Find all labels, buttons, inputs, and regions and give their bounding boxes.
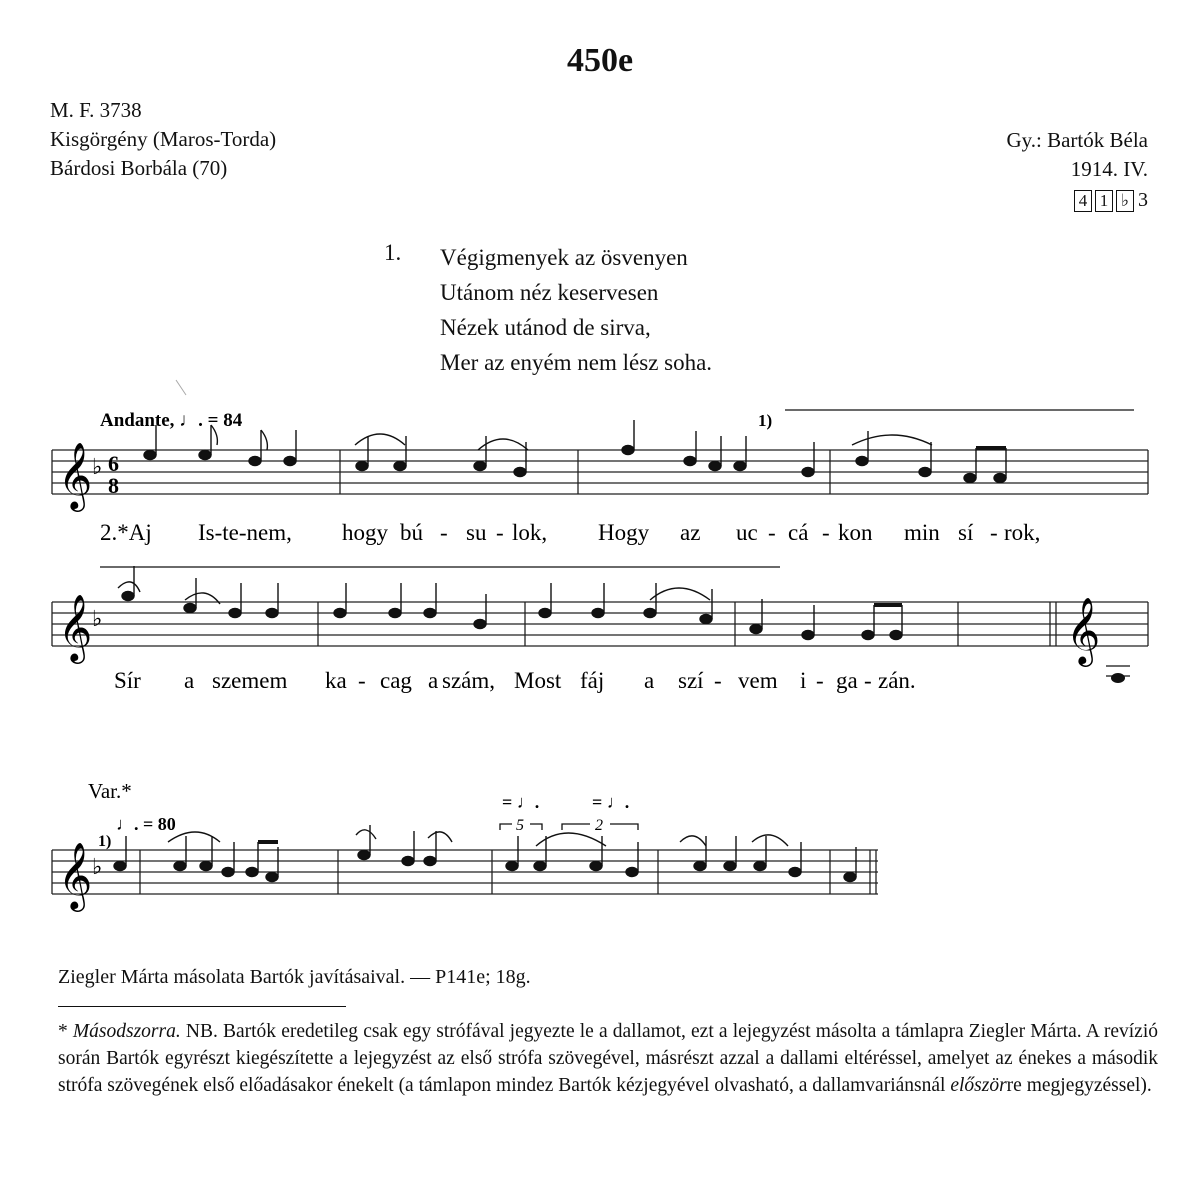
lyric-syllable: hogy — [342, 520, 388, 545]
treble-clef-icon: 𝄞 — [58, 841, 93, 909]
lyric-syllable: ga — [836, 668, 858, 693]
archive-number: M. F. 3738 — [50, 98, 142, 122]
note — [249, 457, 261, 466]
verse-line: Mer az enyém nem lész soha. — [440, 350, 713, 375]
footnote-divider — [58, 1006, 346, 1007]
lyric-syllable: - — [768, 520, 776, 545]
lyric-syllable: sí — [958, 520, 974, 545]
page-title: 450e — [566, 42, 634, 79]
treble-clef-icon: 𝄞 — [58, 441, 93, 509]
footnote-mark: 1) — [758, 411, 773, 430]
footnote-text: megjegyzéssel). — [1021, 1075, 1152, 1096]
note — [334, 609, 346, 618]
note — [514, 468, 526, 477]
note — [709, 462, 721, 471]
tempo-marking: Andante, ♩. = 84 — [100, 410, 243, 431]
footnote-marker: * — [58, 1021, 68, 1042]
lyric-syllable: Most — [514, 668, 562, 693]
flat-key-signature-icon: ♭ — [92, 455, 103, 480]
footnote-italic: Másodszorra. — [72, 1021, 181, 1042]
variant-tempo: ♩. = 80 — [116, 814, 176, 834]
lyric-syllable: cag — [380, 668, 412, 693]
lyric-syllable: rok, — [1004, 520, 1041, 545]
note — [862, 631, 874, 640]
flat-key-signature-icon: ♭ — [92, 607, 103, 632]
lyric-syllable: - — [440, 520, 448, 545]
singer: Bárdosi Borbála (70) — [50, 156, 228, 180]
footnote-italic: először — [950, 1075, 1007, 1096]
note — [802, 631, 814, 640]
code-tail: 3 — [1138, 189, 1148, 211]
note — [622, 446, 634, 455]
lyric-syllable: szemem — [212, 668, 288, 693]
footnote-text: NB. Bartók eredetileg csak egy strófával jegyezte le a dallamot, ezt a lejegyzést másolta a támlapra Ziegler Márta. A revízió során Bartók egyrészt kiegészítette a lejegyzést az első strófa szövegével, másrészt azzal a dallami eltéréssel, amelyet az énekes a második strófa szövegének első előadásakor énekelt (a támlapon mindez Bartók kézjegyével olvasható, a dallamvariánsnál — [58, 1021, 1159, 1096]
lyric-syllable: - — [358, 668, 366, 693]
code-box: 1 — [1095, 190, 1113, 212]
lyric-syllable: lok, — [512, 520, 548, 545]
lyric-syllable: cá — [788, 520, 809, 545]
note — [199, 451, 211, 460]
collection-date: 1914. IV. — [1070, 157, 1148, 181]
note — [144, 451, 156, 460]
lyric-syllable: bú — [400, 520, 423, 545]
note — [890, 631, 902, 640]
slur — [852, 435, 932, 445]
staff-variant — [52, 850, 878, 894]
notes-system-2 — [118, 566, 902, 640]
slur — [118, 582, 140, 592]
lyric-syllable: - — [990, 520, 998, 545]
lyric-syllable: 2.*Aj — [100, 520, 152, 545]
note — [424, 609, 436, 618]
note — [122, 592, 134, 601]
footnote-text: re — [1006, 1075, 1022, 1096]
note — [592, 609, 604, 618]
lyric-syllable: a — [428, 668, 439, 693]
note — [964, 474, 976, 483]
treble-clef-icon: 𝄞 — [1066, 596, 1101, 664]
time-signature-top: 6 — [108, 451, 119, 476]
variant-label: Var.* — [88, 779, 132, 803]
lyric-syllable: a — [184, 668, 195, 693]
note — [856, 457, 868, 466]
lyric-syllable: su — [466, 520, 487, 545]
source-note: Ziegler Márta másolata Bartók javításaival. — P141e; 18g. — [58, 966, 531, 988]
verse-number: 1. — [384, 240, 402, 265]
note — [700, 615, 712, 624]
code-box: ♭ — [1116, 190, 1134, 212]
note — [994, 474, 1006, 483]
lyrics-system-2 — [114, 668, 916, 693]
note — [750, 625, 762, 634]
note — [474, 620, 486, 629]
note — [474, 462, 486, 471]
note — [389, 609, 401, 618]
equivalence-2: = ♩. — [592, 792, 630, 812]
lyric-syllable: i — [800, 668, 807, 693]
note — [802, 468, 814, 477]
notes-variant — [114, 825, 856, 882]
note — [539, 609, 551, 618]
lyric-syllable: - — [864, 668, 872, 693]
lyric-syllable: kon — [838, 520, 873, 545]
lyric-syllable: - — [816, 668, 824, 693]
code-box: 4 — [1074, 190, 1092, 212]
lyric-syllable: - — [822, 520, 830, 545]
collector: Gy.: Bartók Béla — [1006, 128, 1148, 152]
stray-mark — [176, 380, 186, 395]
lyric-syllable: - — [496, 520, 504, 545]
lyric-syllable: zán. — [878, 668, 916, 693]
flat-key-signature-icon: ♭ — [92, 855, 103, 880]
treble-clef-icon: 𝄞 — [58, 593, 93, 661]
note — [229, 609, 241, 618]
note — [356, 462, 368, 471]
note — [184, 604, 196, 613]
range-note — [1111, 673, 1125, 683]
note — [394, 462, 406, 471]
verse-line: Nézek utánod de sirva, — [440, 315, 651, 340]
lyrics-system-1 — [100, 520, 1040, 545]
lyric-syllable: Hogy — [598, 520, 650, 545]
lyric-syllable: Is-te-nem, — [198, 520, 292, 545]
lyric-syllable: Sír — [114, 668, 141, 693]
equivalence-1: = ♩. — [502, 792, 540, 812]
lyric-syllable: vem — [738, 668, 778, 693]
tuplet-number: 2 — [595, 817, 603, 834]
slur — [650, 588, 710, 600]
note — [266, 609, 278, 618]
lyric-syllable: szí — [678, 668, 704, 693]
note — [734, 462, 746, 471]
lyric-syllable: a — [644, 668, 655, 693]
lyric-syllable: fáj — [580, 668, 605, 693]
location: Kisgörgény (Maros-Torda) — [50, 127, 277, 151]
footnote — [58, 1018, 1158, 1099]
note — [644, 609, 656, 618]
lyric-syllable: szám, — [442, 668, 496, 693]
tuplet-number: 5 — [516, 817, 524, 834]
lyric-syllable: - — [714, 668, 722, 693]
slur — [355, 434, 405, 445]
note — [284, 457, 296, 466]
lyric-syllable: min — [904, 520, 940, 545]
lyric-syllable: ka — [325, 668, 347, 693]
lyric-syllable: az — [680, 520, 701, 545]
note — [684, 457, 696, 466]
time-signature-bottom: 8 — [108, 473, 119, 498]
notes-system-1 — [144, 420, 1006, 483]
verse-line: Végigmenyek az ösvenyen — [440, 245, 688, 270]
staff-system-1 — [52, 450, 1148, 494]
footnote-mark: 1) — [98, 833, 112, 850]
lyric-syllable: uc — [736, 520, 758, 545]
verse-line: Utánom néz keservesen — [440, 280, 659, 305]
note — [919, 468, 931, 477]
